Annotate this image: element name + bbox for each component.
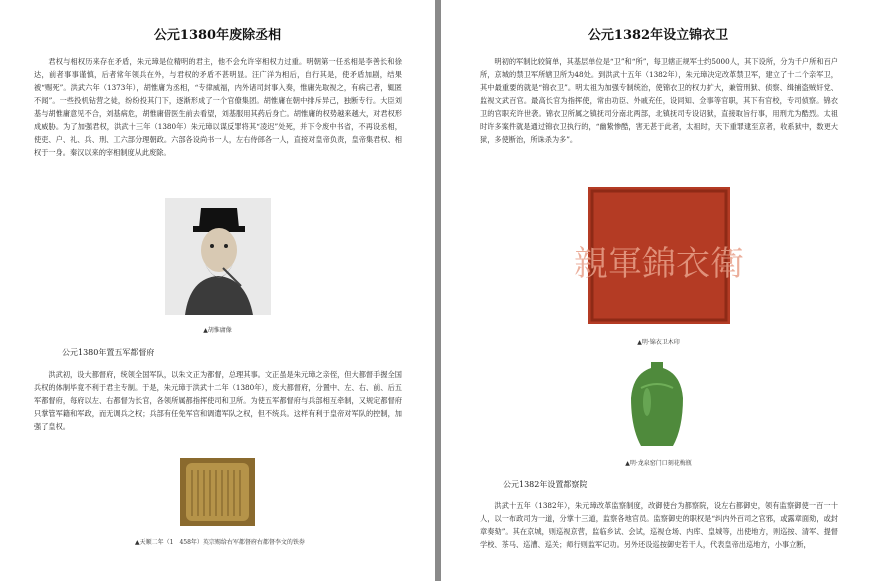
iron-certificate-image: [180, 458, 255, 526]
left-paragraph-1: 君权与相权历来存在矛盾，朱元璋是位精明的君主，他不会允许宰相权力过重。明朝第一任丞相是李善长和徐达，前者事事谨慎，后者常年领兵在外，与君权的矛盾不甚明显。汪广洋为相后，自行其是，使矛盾加剧，结果被“赐死”。洪武六年（1373年），胡惟庸为丞相，“专律威福，内外诸司封事入奏，惟庸先取视之，有病己者，辄匿不闻”。一些投机钻营之徒，纷纷投其门下，逐渐形成了一个官僚集团。胡惟庸在朝中排斥异己，独断专行。大臣刘基与胡惟庸意见不合，刘基病危，胡惟庸借医生前去看望，刘基服用其药后身亡。胡惟庸的权势越来越大，对君权形成威胁。为了加强君权，洪武十三年（1380年）朱元璋以谋反罪将其“凌迟”处死，并下令废中书省，不再设丞相，使吏、户、礼、兵、刑、工六部分理朝政。六部各设尚书一人，左右侍郎各一人，直接对皇帝负责，皇帝集君权、相权于一身。秦汉以来的宰相制度从此废除。: [34, 57, 402, 157]
seal-glyphs: 親軍錦衣衛: [574, 244, 744, 284]
right-page: [441, 0, 875, 581]
left-page: [0, 0, 435, 581]
portrait-image: [165, 198, 271, 315]
seal-caption: ▲明·锦衣卫木印: [637, 339, 680, 346]
right-subheading: 公元1382年设置都察院: [503, 480, 588, 489]
vase-image: [621, 358, 693, 450]
left-subheading: 公元1380年置五军都督府: [62, 348, 155, 357]
right-paragraph-2: 洪武十五年（1382年），朱元璋改革监察制度，改御使台为都察院，设左右都御史，领有监察御使一百一十人，以一布政司为一道，分掌十三道，监察各地官员。监察御史的职权是“纠内外百司之官邪，或露章面劾，或封章奏劾”。其在京城，则巡视京营，监临乡试、会试，巡视仓场、内库、皇城等，出使地方，则巡按、清军、提督学校、茶马、巡漕、巡关；师行则监军记功。另外还设巡按御史若干人，代表皇帝出巡地方，小事立断，: [480, 501, 838, 549]
right-page-title: 公元1382年设立锦衣卫: [587, 28, 729, 43]
left-paragraph-2: 洪武初，设大都督府，统领全国军队，以朱文正为都督，总理其事。文正虽是朱元璋之亲侄，但大都督手握全国兵权的体制毕竟不利于君主专制。于是，朱元璋于洪武十二年（1380年），废大都督府，分置中、左、右、前、后五军都督府，每府以左、右都督为长官，各领所属都指挥使司和卫所。为使五军都督府与兵部相互牵制，又规定都督府只掌管军籍和军政，而无调兵之权；兵部有任免军官和调遣军队之权，但不统兵。这样有利于皇帝对军队的控制，加强了皇权。: [34, 370, 402, 431]
left-page-title: 公元1380年废除丞相: [153, 28, 282, 43]
right-paragraph-1: 明初的军制比较简单，其基层单位是“卫”和“所”，每卫辖正规军士约5000人，其下设所，分为千户所和百户所，京城的禁卫军所辖卫所为48处。到洪武十五年（1382年），朱元璋决定改革禁卫军，建立了十二个亲军卫，其中最重要的就是“锦衣卫”。明太祖为加强专制统治，使锦衣卫的权力扩大，兼管刑狱、侦察、缉捕盗贼奸党、监视文武百官。最高长官为指挥使，常由功臣、外戚充任，设同知、佥事等官职，其下有官校，专司侦察。锦衣卫的官职充许世袭。锦衣卫所属之镇抚司分南北两部，北镇抚司专设诏狱，直接取旨行事，用刑尤为酷烈。太祖时许多案件就是通过锦衣卫执行的，“幽絷惨酷，害无甚于此者，太祖时，天下重罪逮至京者，收系狱中，数更大狱，多使断治，所诛杀为多”。: [480, 57, 838, 144]
vase-caption: ▲明·龙泉窑门口刻花梅瓶: [625, 460, 692, 467]
seal-image: [574, 187, 744, 324]
iron-certificate-caption: ▲天顺二年（1 458年）英宗赐给右军都督府右都督李文的铁券: [135, 539, 305, 546]
portrait-caption: ▲胡惟庸像: [203, 327, 232, 334]
